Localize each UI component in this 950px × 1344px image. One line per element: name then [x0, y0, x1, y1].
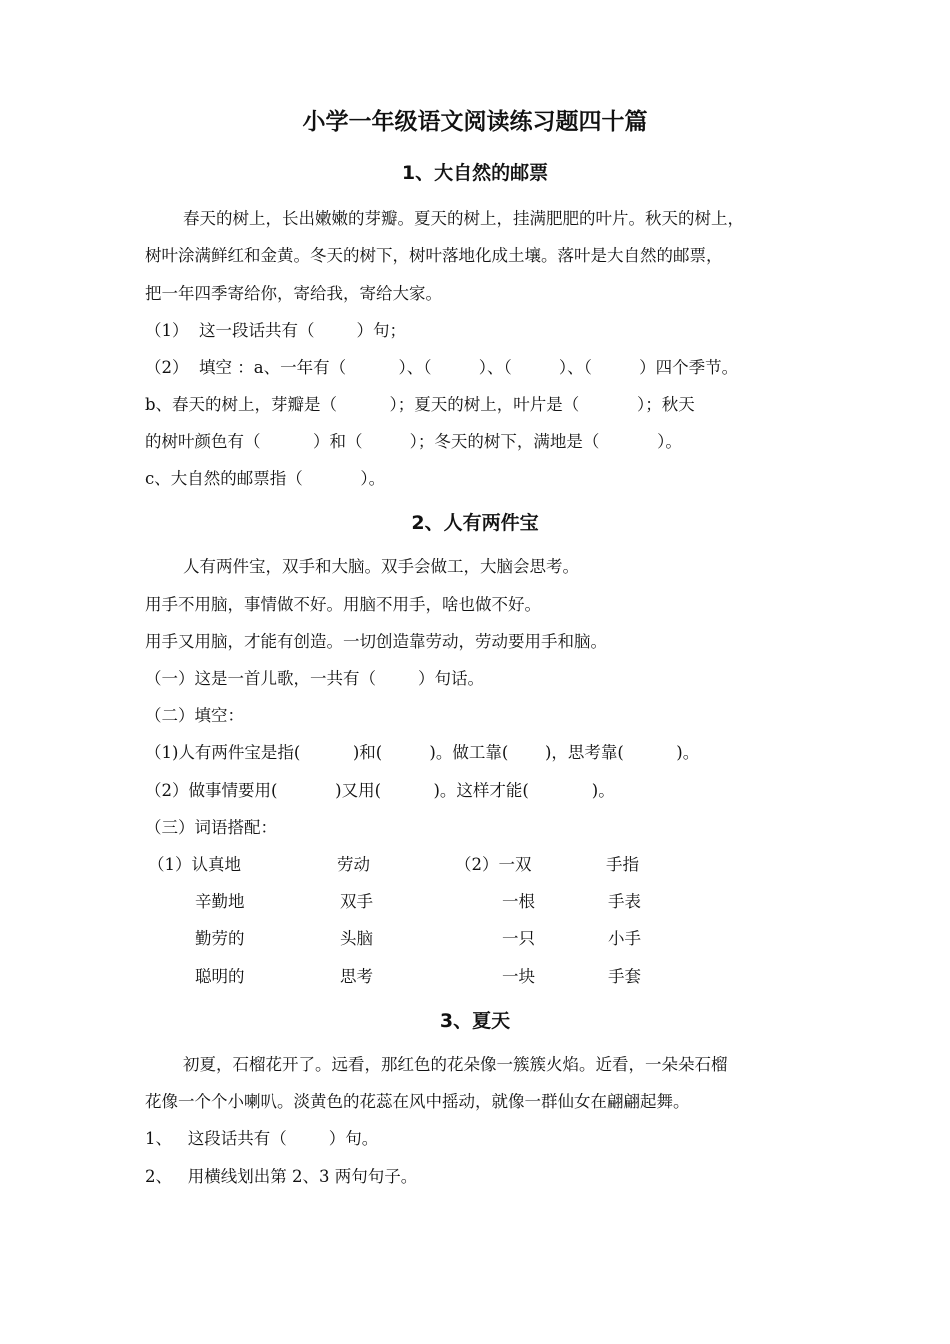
section-2-passage-line-2: 用手不用脑，事情做不好。用脑不用手，啥也做不好。	[145, 595, 541, 614]
matching-right-item: 手指	[606, 855, 639, 874]
matching-right-item: 手表	[608, 892, 641, 911]
matching-left-item: （2）一双	[455, 855, 532, 874]
section-1-passage-line-2: 树叶涂满鲜红和金黄。冬天的树下，树叶落地化成土壤。落叶是大自然的邮票，	[145, 246, 723, 265]
matching-right-item: 思考	[340, 967, 373, 986]
section-2-question-1: （一）这是一首儿歌，一共有（ ）句话。	[145, 669, 484, 688]
section-2-question-2-1: （1)人有两件宝是指( )和( )。做工靠( )，思考靠( )。	[145, 743, 700, 762]
section-1-heading: 1、大自然的邮票	[401, 162, 549, 184]
section-1-question-1: （1） 这一段话共有（ ）句；	[145, 321, 406, 340]
section-3-question-1: 1、 这段话共有（ ）句。	[145, 1129, 379, 1148]
document-title: 小学一年级语文阅读练习题四十篇	[302, 109, 648, 135]
section-1-passage-line-1: 春天的树上，长出嫩嫩的芽瓣。夏天的树上，挂满肥肥的叶片。秋天的树上，	[183, 209, 744, 228]
matching-right-item: 手套	[608, 967, 641, 986]
matching-right-item: 小手	[608, 929, 641, 948]
section-1-question-2: （2） 填空 ：a、一年有（ ）、（ ）、（ ）、（ ）四个季节。	[145, 358, 739, 377]
matching-left-item: 聪明的	[195, 967, 245, 986]
section-3-passage-line-1: 初夏，石榴花开了。远看，那红色的花朵像一簇簇火焰。近看，一朵朵石榴	[183, 1055, 728, 1074]
section-2-question-2-2: （2）做事情要用( )又用( )。这样才能( )。	[145, 781, 615, 800]
matching-right-item: 劳动	[337, 855, 370, 874]
matching-left-item: 一块	[502, 967, 535, 986]
section-3-passage-line-2: 花像一个个小喇叭。淡黄色的花蕊在风中摇动，就像一群仙女在翩翩起舞。	[145, 1092, 690, 1111]
section-2-heading: 2、人有两件宝	[411, 512, 539, 534]
matching-left-item: 勤劳的	[195, 929, 245, 948]
matching-left-item: （1）认真地	[148, 855, 241, 874]
section-2-question-3: （三）词语搭配：	[145, 818, 277, 837]
section-1-question-2b: b、春天的树上，芽瓣是（ ）；夏天的树上，叶片是（ ）；秋天	[145, 395, 695, 414]
section-2-passage-line-1: 人有两件宝，双手和大脑。双手会做工，大脑会思考。	[183, 557, 579, 576]
section-1-question-2c: c、大自然的邮票指（ ）。	[145, 469, 386, 488]
section-2-question-2: （二）填空：	[145, 706, 244, 725]
matching-left-item: 一只	[502, 929, 535, 948]
section-3-heading: 3、夏天	[439, 1010, 511, 1032]
matching-right-item: 双手	[340, 892, 373, 911]
section-3-question-2: 2、 用横线划出第 2、3 两句句子。	[145, 1167, 418, 1186]
matching-left-item: 辛勤地	[195, 892, 245, 911]
matching-right-item: 头脑	[340, 929, 373, 948]
section-1-passage-line-3: 把一年四季寄给你，寄给我，寄给大家。	[145, 284, 442, 303]
matching-left-item: 一根	[502, 892, 535, 911]
section-2-passage-line-3: 用手又用脑，才能有创造。一切创造靠劳动，劳动要用手和脑。	[145, 632, 607, 651]
section-1-question-2b-cont: 的树叶颜色有（ ）和（ ）；冬天的树下，满地是（ ）。	[145, 432, 682, 451]
